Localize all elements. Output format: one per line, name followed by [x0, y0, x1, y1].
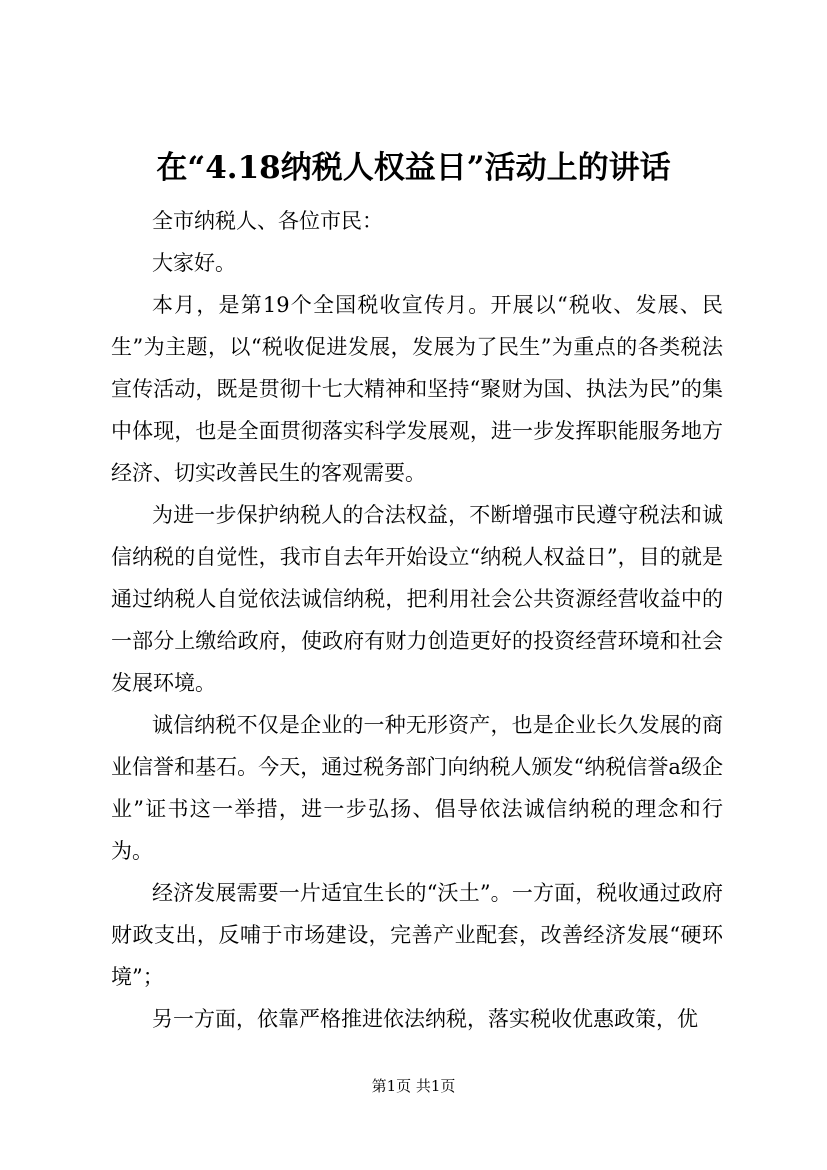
salutation: 全市纳税人、各位市民：: [152, 209, 383, 233]
paragraph: 另一方面，依靠严格推进依法纳税，落实税收优惠政策，优: [152, 1007, 698, 1031]
paragraph: 经济发展需要一片适宜生长的“沃土”。一方面，税收通过政府财政支出，反哺于市场建设，完善产业配套，改善经济发展“硬环境”；: [111, 881, 723, 989]
paragraph: 为进一步保护纳税人的合法权益，不断增强市民遵守税法和诚信纳税的自觉性，我市自去年开始设立“纳税人权益日”，目的就是通过纳税人自觉依法诚信纳税，把利用社会公共资源经营收益中的一部分上缴给政府，使政府有财力创造更好的投资经营环境和社会发展环境。: [111, 503, 723, 695]
page-number-footer: 第1页 共1页: [371, 1077, 456, 1095]
document-title: 在“4.18纳税人权益日”活动上的讲话: [156, 150, 671, 186]
document-body: [111, 200, 723, 1040]
paragraph: 诚信纳税不仅是企业的一种无形资产，也是企业长久发展的商业信誉和基石。今天，通过税务部门向纳税人颁发“纳税信誉a级企业”证书这一举措，进一步弘扬、倡导依法诚信纳税的理念和行为。: [111, 713, 723, 863]
greeting: 大家好。: [152, 251, 236, 275]
paragraph: 本月，是第19个全国税收宣传月。开展以“税收、发展、民生”为主题，以“税收促进发展，发展为了民生”为重点的各类税法宣传活动，既是贯彻十七大精神和坚持“聚财为国、执法为民”的集中体现，也是全面贯彻落实科学发展观，进一步发挥职能服务地方经济、切实改善民生的客观需要。: [111, 293, 723, 485]
